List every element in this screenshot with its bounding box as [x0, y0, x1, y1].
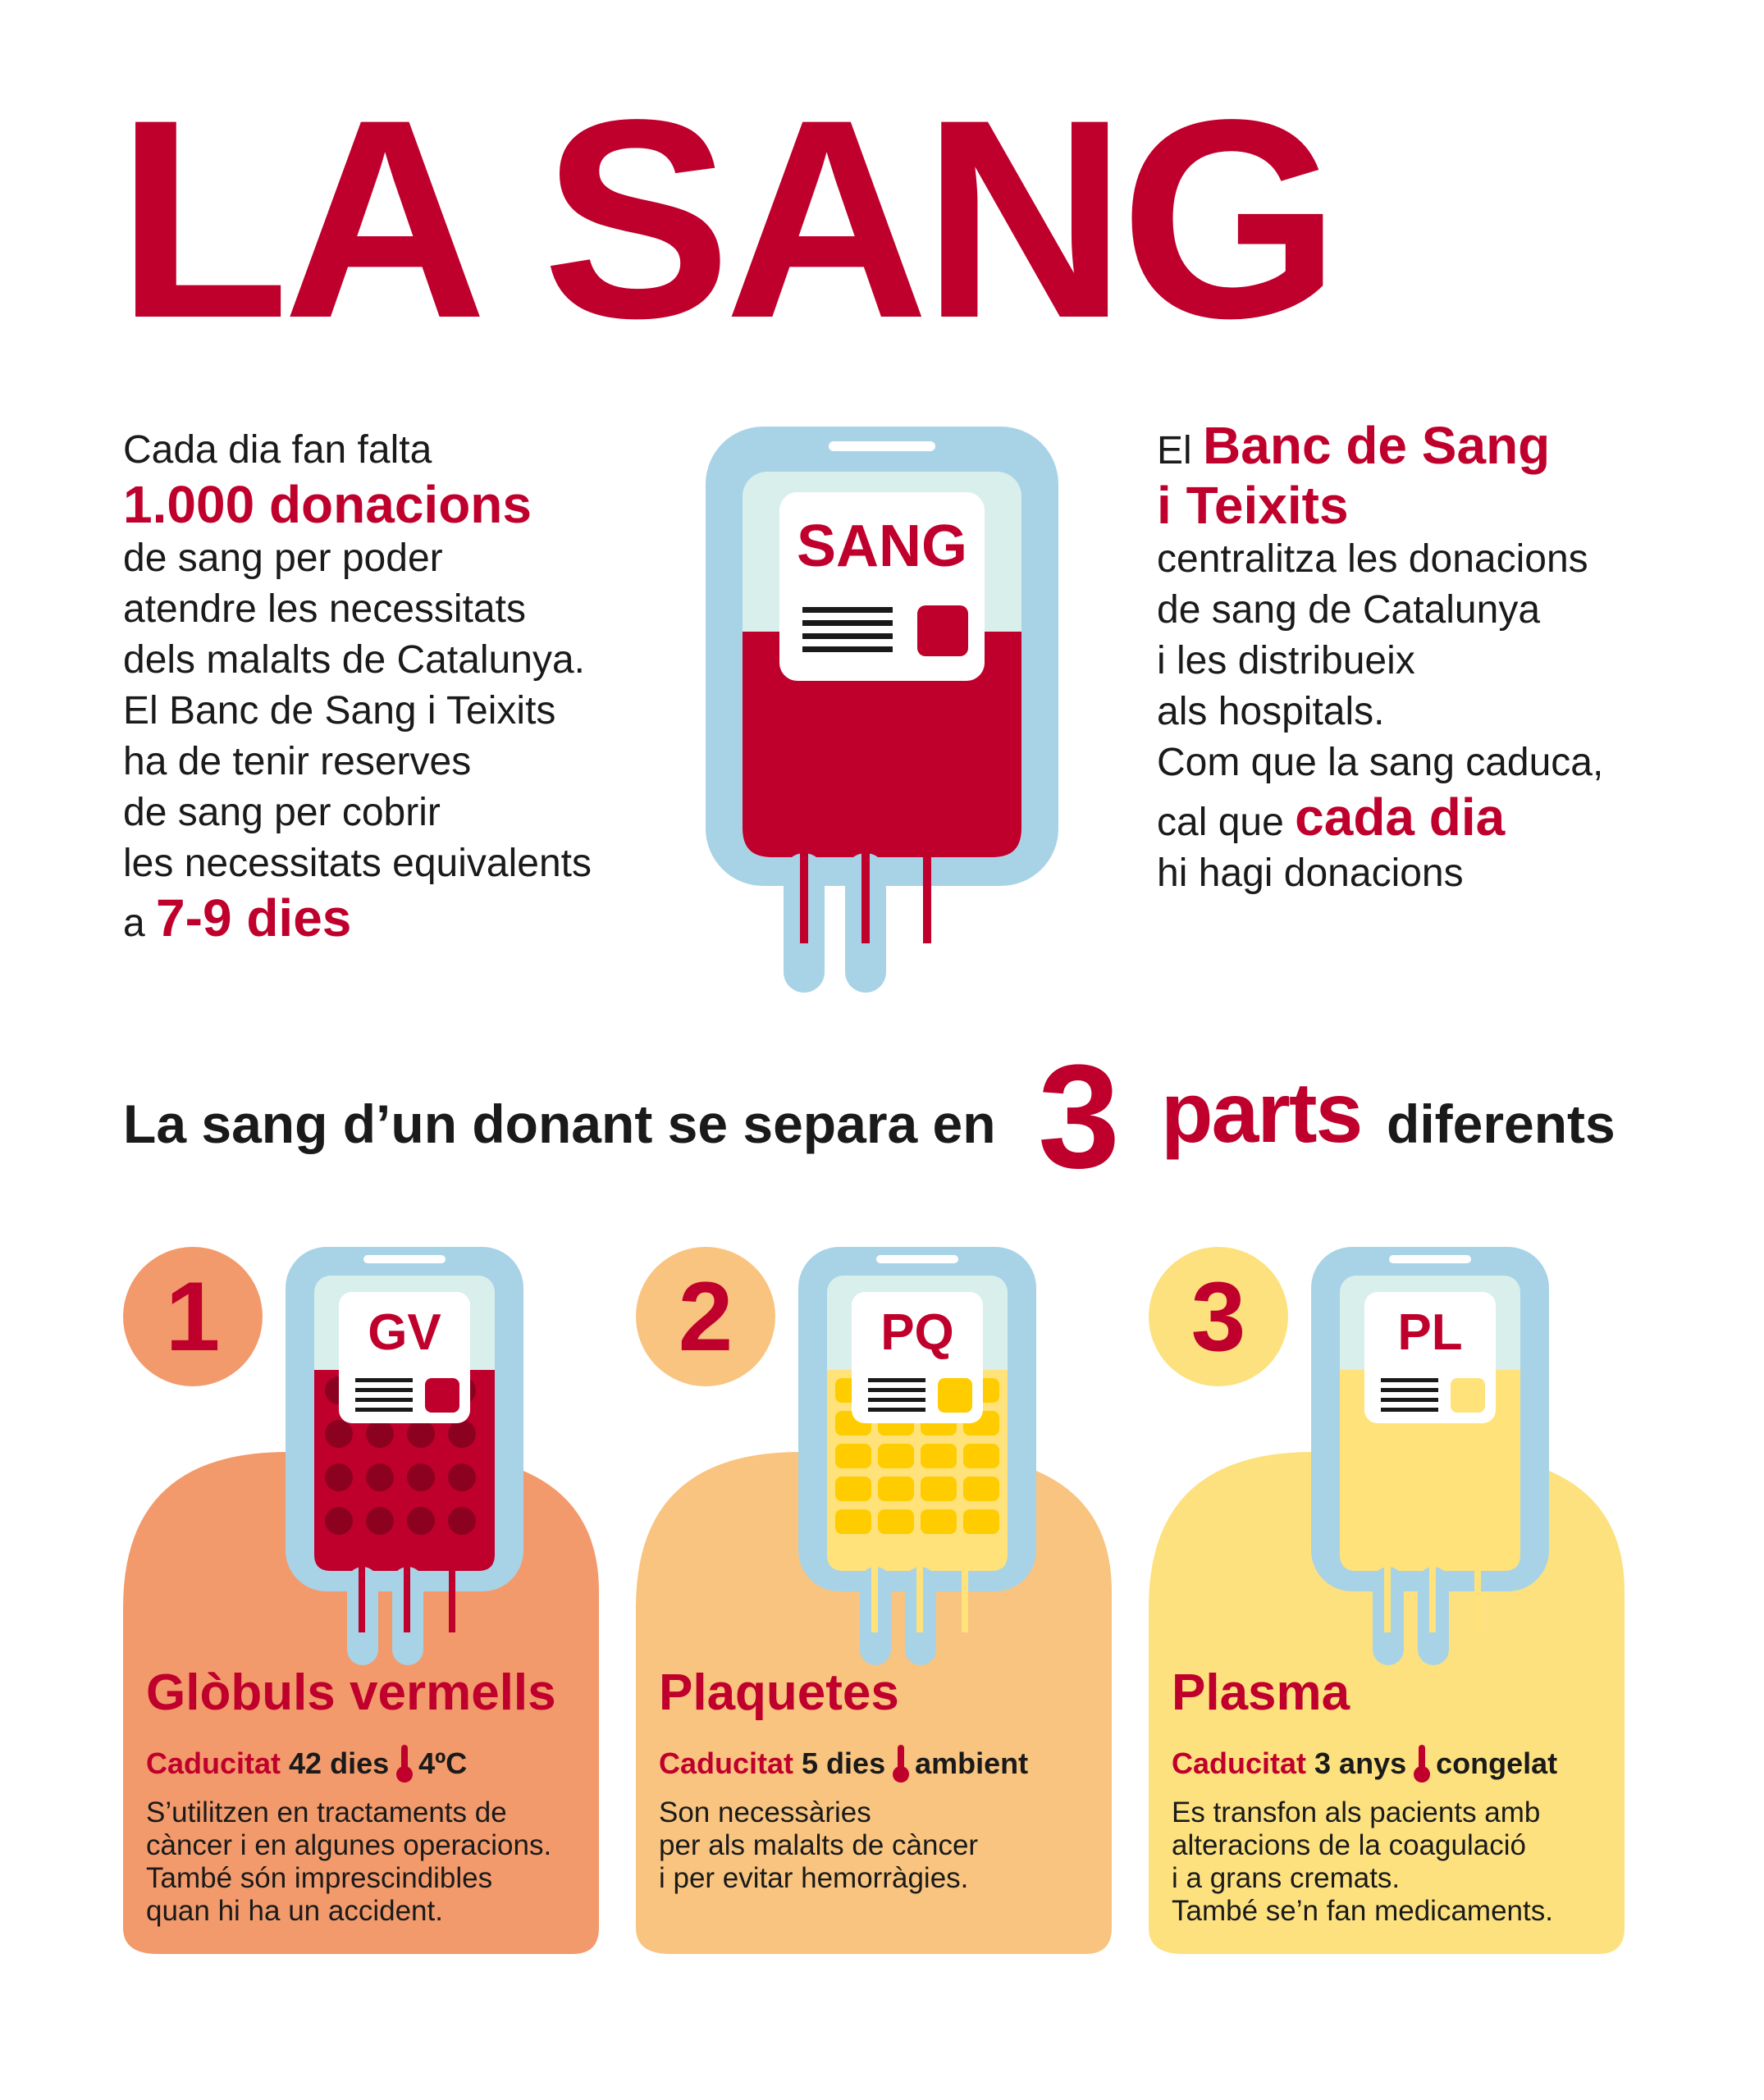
expiry-value: 5 dies — [802, 1746, 886, 1780]
description-line: També se’n fan medicaments. — [1172, 1895, 1553, 1927]
red-cells-bag-icon — [286, 1247, 523, 1673]
intro-line: les necessitats equivalents — [123, 842, 592, 885]
intro-prefix: El — [1157, 429, 1192, 472]
part-number-badge: 3 — [1149, 1247, 1288, 1386]
part-description — [1172, 1796, 1623, 1928]
part-name: Plasma — [1172, 1664, 1350, 1721]
intro-highlight-bank: Banc de Sang — [1203, 416, 1551, 475]
description-line: Son necessàries — [659, 1796, 871, 1828]
intro-line: de sang per poder — [123, 536, 443, 580]
plasma-bag-icon — [1311, 1247, 1549, 1673]
intro-highlight-bank-2: i Teixits — [1157, 476, 1349, 535]
intro-line: dels malalts de Catalunya. — [123, 638, 585, 682]
part-expiry — [659, 1743, 1028, 1784]
intro-line: ha de tenir reserves — [123, 740, 472, 783]
intro-line: de sang de Catalunya — [1157, 588, 1541, 632]
expiry-label: Caducitat — [146, 1746, 281, 1780]
intro-prefix: cal que — [1157, 801, 1284, 844]
intro-prefix: a — [123, 902, 145, 945]
blood-bag-icon — [697, 427, 1067, 1001]
thermometer-icon — [890, 1743, 912, 1784]
main-bag-label: SANG — [796, 514, 968, 579]
heading-suffix: diferents — [1387, 1093, 1615, 1154]
expiry-label: Caducitat — [659, 1746, 794, 1780]
thermometer-icon — [1411, 1743, 1433, 1784]
description-line: i per evitar hemorràgies. — [659, 1862, 969, 1894]
part-name: Plaquetes — [659, 1664, 899, 1721]
bag-code: GV — [368, 1304, 441, 1361]
intro-line: i les distribueix — [1157, 639, 1415, 682]
intro-line: hi hagi donacions — [1157, 851, 1464, 895]
intro-line: als hospitals. — [1157, 690, 1385, 733]
intro-line: El Banc de Sang i Teixits — [123, 689, 556, 733]
description-line: alteracions de la coagulació — [1172, 1829, 1526, 1861]
storage-value: 4ºC — [418, 1746, 468, 1780]
intro-line: centralitza les donacions — [1157, 537, 1588, 581]
intro-line: atendre les necessitats — [123, 587, 526, 631]
description-line: per als malalts de càncer — [659, 1829, 979, 1861]
expiry-value: 42 dies — [289, 1746, 390, 1780]
intro-line: de sang per cobrir — [123, 791, 441, 834]
part-description — [146, 1796, 597, 1928]
storage-value: ambient — [915, 1746, 1029, 1780]
intro-line: Com que la sang caduca, — [1157, 741, 1604, 784]
intro-right — [1157, 417, 1731, 899]
intro-line: Cada dia fan falta — [123, 428, 432, 472]
thermometer-icon — [394, 1743, 415, 1784]
page-title: LA SANG — [117, 62, 1334, 377]
intro-line — [123, 889, 697, 949]
description-line: Es transfon als pacients amb — [1172, 1796, 1541, 1828]
description-line: quan hi ha un accident. — [146, 1895, 443, 1927]
expiry-label: Caducitat — [1172, 1746, 1307, 1780]
intro-line — [1157, 788, 1731, 848]
intro-line — [1157, 417, 1731, 477]
heading-number: 3 — [1038, 1034, 1117, 1199]
part-description — [659, 1796, 1110, 1895]
intro-highlight-daily: cada dia — [1295, 788, 1506, 847]
expiry-value: 3 anys — [1314, 1746, 1407, 1780]
part-number-badge: 2 — [636, 1247, 775, 1386]
storage-value: congelat — [1436, 1746, 1558, 1780]
part-name: Glòbuls vermells — [146, 1664, 556, 1721]
part-card-plasma — [1149, 1247, 1633, 1961]
part-number-badge: 1 — [123, 1247, 263, 1386]
description-line: També són imprescindibles — [146, 1862, 493, 1894]
part-expiry — [146, 1743, 467, 1784]
platelets-bag-icon — [798, 1247, 1036, 1673]
description-line: i a grans cremats. — [1172, 1862, 1401, 1894]
part-expiry — [1172, 1743, 1557, 1784]
bag-code: PL — [1397, 1304, 1463, 1361]
description-line: càncer i en algunes operacions. — [146, 1829, 552, 1861]
description-line: S’utilitzen en tractaments de — [146, 1796, 507, 1828]
intro-highlight-days: 7-9 dies — [156, 888, 352, 947]
part-card-platelets — [636, 1247, 1120, 1961]
bag-code: PQ — [880, 1304, 954, 1361]
heading-highlight: parts — [1161, 1066, 1362, 1161]
intro-highlight-donations: 1.000 donacions — [123, 475, 532, 534]
intro-left — [123, 425, 697, 949]
part-card-red-cells — [123, 1247, 607, 1961]
heading-text: La sang d’un donant se separa en — [123, 1093, 996, 1154]
